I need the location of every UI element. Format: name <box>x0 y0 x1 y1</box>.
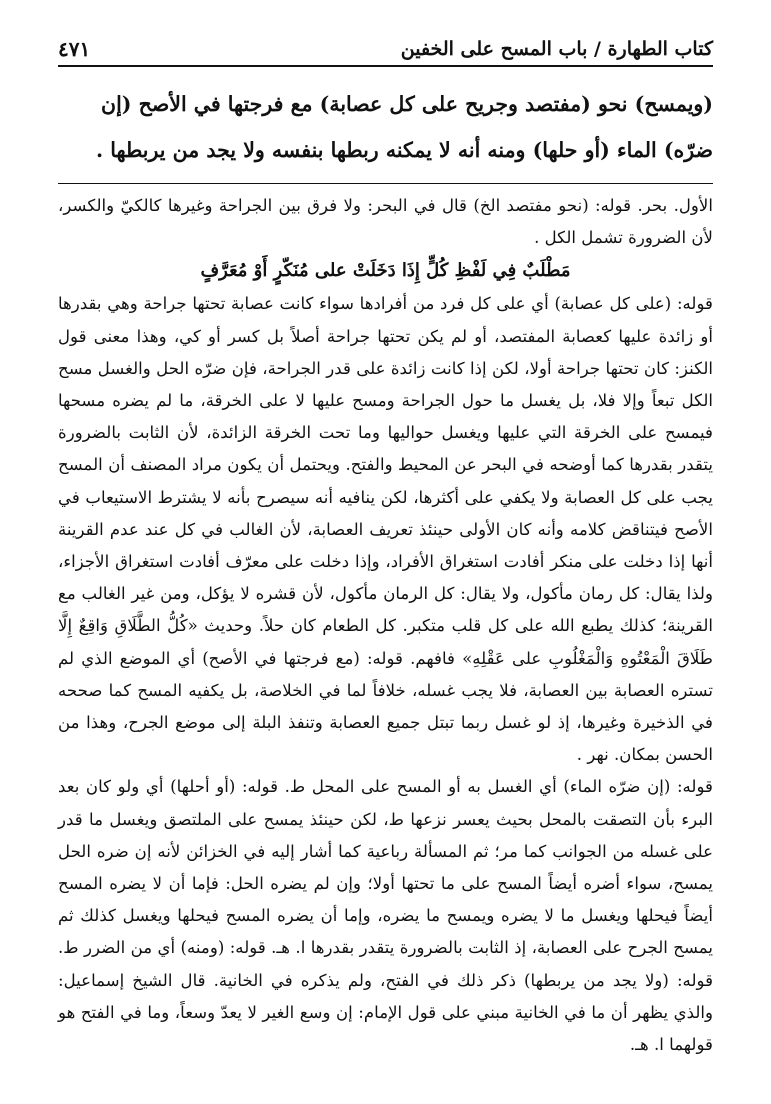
commentary-paragraph-1: الأول. بحر. قوله: (نحو مفتصد الخ) قال في البحر: ولا فرق بين الجراحة وغيرها كالكيّ والكسر، لأن الضرورة تشمل الكل . <box>58 196 713 248</box>
main-text-line-2: ضرّه) الماء (أو حلها) ومنه أنه لا يمكنه ربطها بنفسه ولا يجد من يربطها . <box>95 138 713 162</box>
commentary-paragraph-2: قوله: (على كل عصابة) أي على كل فرد من أفرادها سواء كانت عصابة تحتها جراحة وهي بقدرها أو زائدة عليها كعصابة المفتصد، أو لم يكن تحتها جراحة أصلاً بل كسر أو كي، وهذا معنى قول الكنز: كان تحتها جراحة أولا، لكن إذا كانت زائدة على قدر الجراحة، فإن ضرّه الحل والغسل مسح الكل تبعاً وإلا فلا، بل يغسل ما حول الجراحة ومسح عليها لا على الخرقة، ما لم يضره مسحها فيمسح على الخرقة التي عليها ويغسل حواليها وما تحت الخرقة الزائدة، لأن الثابت بالضرورة يتقدر بقدرها كما أوضحه في البحر عن المحيط والفتح. ويحتمل أن يكون مراد المصنف أن المسح يجب على كل العصابة ولا يكفي على أكثرها، لكن ينافيه أنه سيصرح بأنه لا يشترط الاستيعاب في الأصح فيتناقض كلامه وأنه كان الأولى حينئذ تعريف العصابة، لأن الغالب في كل عند عدم القرينة أنها إذا دخلت على منكر أفادت استغراق الأفراد، وإذا دخلت على معرّف أفادت استغراق الأجزاء، ولذا يقال: كل رمان مأكول، ولا يقال: كل الرمان مأكول، لأن قشره لا يؤكل، ومن غير الغالب مع القرينة؛ كذلك يطبع الله على كل قلب متكبر. كل الطعام كان حلاً. وحديث «كُلُّ الطَّلَاقِ وَاقِعٌ إِلَّا طَلَاقَ الْمَعْتُوهِ وَالْمَغْلُوبِ على عَقْلِهِ» فافهم. قوله: (مع فرجتها في الأصح) أي الموضع الذي لم تستره العصابة بين العصابة، فلا يجب غسله، خلافاً لما في الخلاصة، بل يكفيه المسح كما صححه في الذخيرة وغيرها، إذ لو غسل ربما تبتل جميع العصابة وتنفذ البلة إلى موضع الجرح، وهذا من الحسن بمكان. نهر . <box>58 294 713 765</box>
page-number: ٤٧١ <box>58 37 91 61</box>
section-heading: مَطْلَبٌ فِي لَفْظِ كُلٍّ إِذَا دَخَلَتْ على مُنَكّرٍ أَوْ مُعَرَّفٍ <box>200 260 571 282</box>
chapter-title: كتاب الطهارة / باب المسح على الخفين <box>400 38 713 60</box>
commentary-paragraph-3: قوله: (إن ضرّه الماء) أي الغسل به أو المسح على المحل ط. قوله: (أو أحلها) أي ولو كان بعد البرء بأن التصقت بالمحل بحيث يعسر نزعها ط، لكن حينئذ يمسح على الملتصق ويغسل ما قدر على غسله من الجوانب كما مر؛ ثم المسألة رباعية كما أشار إليه في الخزائن لأنه إن ضره الحل يمسح، سواء أضره أيضاً المسح على ما تحتها أولا؛ وإن لم يضره الحل: فإما أن لا يضره المسح أيضاً فيحلها ويغسل ما لا يضره ويمسح ما يضره، وإما أن يضره المسح فيحلها ويغسل كذلك ثم يمسح الجرح على العصابة، إذ الثابت بالضرورة يتقدر بقدرها ا. هـ. قوله: (ومنه) أي من الضرر ط. قوله: (ولا يجد من يربطها) ذكر ذلك في الفتح، ولم يذكره في الخانية. قال الشيخ إسماعيل: والذي يظهر أن ما في الخانية مبني على قول الإمام: إن وسع الغير لا يعدّ وسعاً، وما في الفتح هو قولهما ا. هـ. <box>58 777 713 1055</box>
commentary <box>58 190 713 1061</box>
main-text-line-1: (ويمسح) نحو (مفتصد وجريح على كل عصابة) مع فرجتها في الأصح (إن <box>101 92 713 116</box>
running-header <box>58 36 713 67</box>
main-text <box>58 81 713 173</box>
separator-rule <box>58 183 713 184</box>
